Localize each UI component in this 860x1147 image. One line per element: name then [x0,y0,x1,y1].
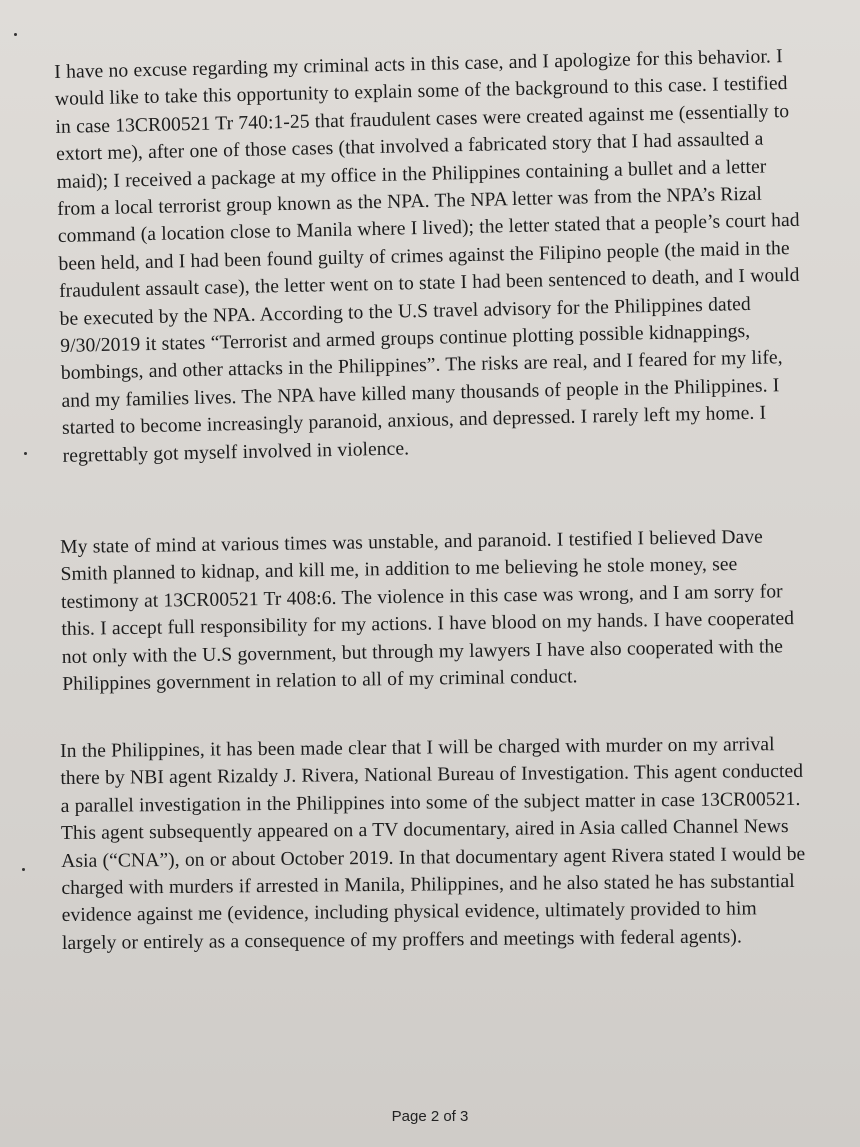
paper-speck [24,452,27,455]
paragraph-2: My state of mind at various times was unstable, and paranoid. I testified I believed Dave Smith planned to kidnap, and kill me, in addition to me believing he stole money, see testimony at 13CR00521 Tr 408:6. The violence in this case was wrong, and I am sorry for this. I accept full responsibility for my actions. I have blood on my hands. I have cooperated not only with the U.S government, but through my lawyers I have also cooperated with the Philippines government in relation to all of my criminal conduct. [60,526,795,696]
paragraph-1: I have no excuse regarding my criminal acts in this case, and I apologize for this behavior. I would like to take this opportunity to explain some of the background to this case. I testified in case 13CR00521 Tr 740:1-25 that fraudulent cases were created against me (essentially to extort me), after one of those cases (that involved a fabricated story that I had assaulted a maid); I received a package at my office in the Philippines containing a bullet and a letter from a local terrorist group known as the NPA. The NPA letter was from the NPA’s Rizal command (a location close to Manila where I lived); the letter stated that a people’s court had been held, and I had been found guilty of crimes against the Filipino people (the maid in the fraudulent assault case), the letter went on to state I had been sentenced to death, and I would be executed by the NPA. According to the U.S travel advisory for the Philippines dated 9/30/2019 it states “Terrorist and armed groups continue plotting possible kidnappings, bombings, and other attacks in the Philippines”. The risks are real, and I feared for my life, and my families lives. The NPA have killed many thousands of people in the Philippines. I started to become increasingly paranoid, anxious, and depressed. I rarely left my home. I regrettably got myself involved in violence. [54,46,800,467]
paper-speck [14,33,17,36]
page-number-footer: Page 2 of 3 [391,1108,469,1125]
paragraph-3: In the Philippines, it has been made clear that I will be charged with murder on my arrival there by NBI agent Rizaldy J. Rivera, National Bureau of Investigation. This agent conducted a parallel investigation in the Philippines into some of the subject matter in case 13CR00521. This agent subsequently appeared on a TV documentary, aired in Asia called Channel News Asia (“CNA”), on or about October 2019. In that documentary agent Rivera stated I would be charged with murders if arrested in Manila, Philippines, and he also stated he has substantial evidence against me (evidence, including physical evidence, ultimately provided to him largely or entirely as a consequence of my proffers and meetings with federal agents). [60,734,806,954]
paper-speck [22,868,25,871]
